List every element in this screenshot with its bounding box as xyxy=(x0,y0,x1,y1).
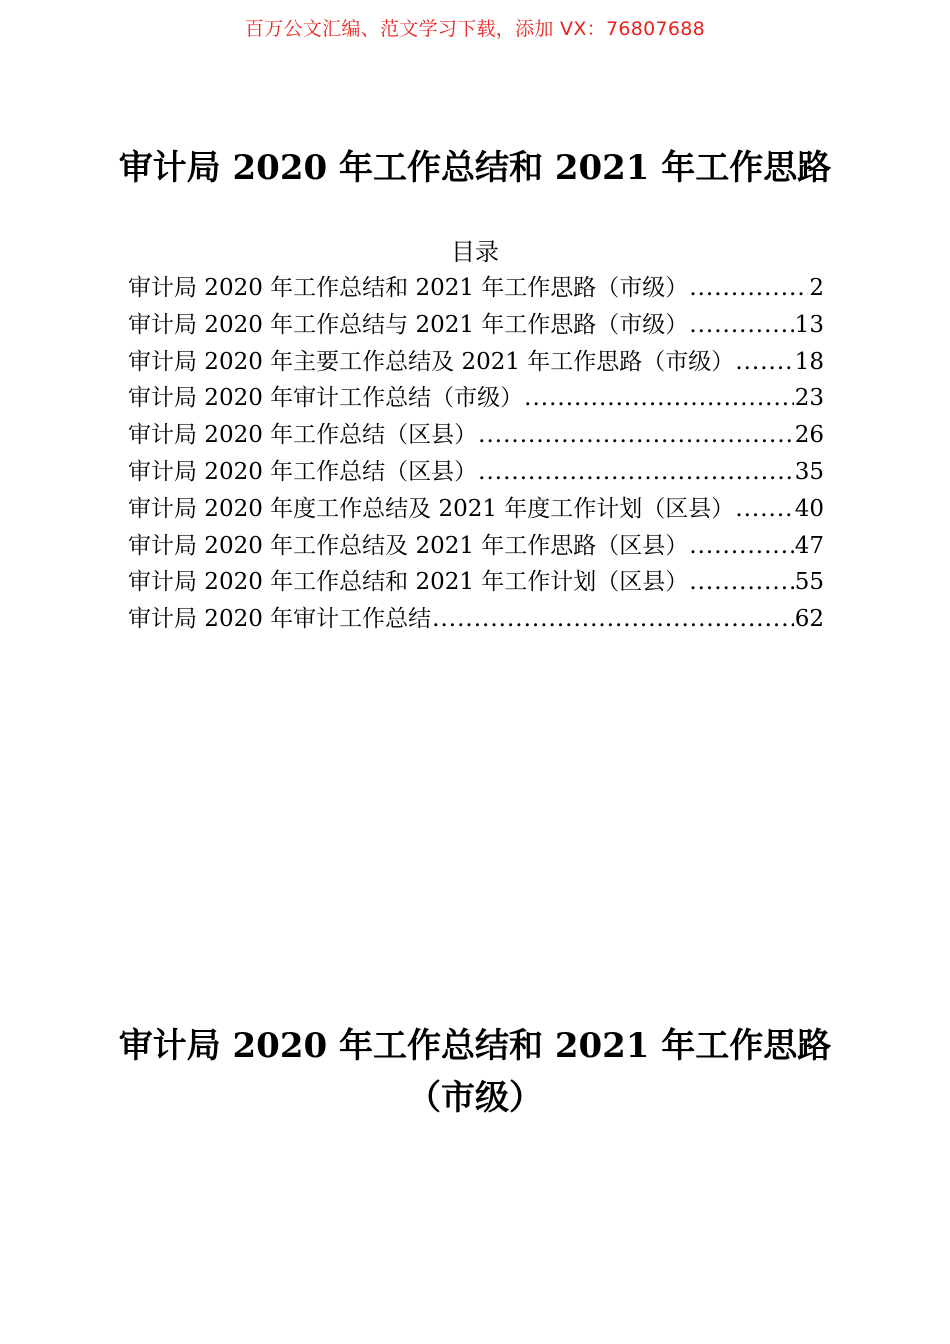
toc-entry-title: 审计局 2020 年主要工作总结及 2021 年工作思路（市级） xyxy=(128,348,735,375)
section-title xyxy=(0,1020,950,1124)
section-title-line2: （市级） xyxy=(407,1078,543,1118)
toc-dot-leader xyxy=(478,454,794,491)
toc-entry-page: 40 xyxy=(794,495,824,522)
toc-entry-page: 47 xyxy=(794,532,824,559)
toc-entry-page: 18 xyxy=(794,348,824,375)
toc-entry[interactable] xyxy=(128,307,824,344)
toc-entry[interactable] xyxy=(128,454,824,491)
toc-entry[interactable] xyxy=(128,528,824,565)
section-title-line1: 审计局 2020 年工作总结和 2021 年工作思路 xyxy=(118,1026,832,1066)
toc-entry-title: 审计局 2020 年度工作总结及 2021 年度工作计划（区县） xyxy=(128,495,735,522)
toc-dot-leader xyxy=(735,491,793,528)
toc-entry-title: 审计局 2020 年工作总结和 2021 年工作思路（市级） xyxy=(128,275,689,301)
toc-entry-title: 审计局 2020 年工作总结和 2021 年工作计划（区县） xyxy=(128,569,689,596)
toc-entry-title: 审计局 2020 年工作总结与 2021 年工作思路（市级） xyxy=(128,311,689,338)
toc-entry[interactable] xyxy=(128,380,824,417)
toc-entry-page: 23 xyxy=(794,385,824,412)
toc-entry-page: 62 xyxy=(794,606,824,633)
toc-entry[interactable] xyxy=(128,270,824,307)
toc-dot-leader xyxy=(689,270,808,307)
toc-dot-leader xyxy=(478,417,794,454)
toc-dot-leader xyxy=(524,380,794,417)
toc-dot-leader xyxy=(689,564,793,601)
toc-entry-page: 13 xyxy=(794,311,824,338)
toc-entry-page: 55 xyxy=(794,569,824,596)
document-title: 审计局 2020 年工作总结和 2021 年工作思路 xyxy=(118,148,832,188)
toc-entry-title: 审计局 2020 年审计工作总结（市级） xyxy=(128,385,524,412)
toc-entry[interactable] xyxy=(128,491,824,528)
watermark-banner: 百万公文汇编、范文学习下载，添加 VX：76807688 xyxy=(244,18,706,40)
toc-dot-leader xyxy=(735,344,793,381)
toc-entry-page: 2 xyxy=(809,275,824,301)
toc-entry[interactable] xyxy=(128,344,824,381)
table-of-contents xyxy=(128,270,824,638)
toc-entry[interactable] xyxy=(128,417,824,454)
toc-entry-title: 审计局 2020 年工作总结（区县） xyxy=(128,422,478,449)
toc-dot-leader xyxy=(689,307,793,344)
toc-entry-title: 审计局 2020 年工作总结（区县） xyxy=(128,458,478,485)
toc-dot-leader xyxy=(689,528,793,565)
toc-heading: 目录 xyxy=(451,238,499,266)
toc-entry[interactable] xyxy=(128,564,824,601)
toc-entry-page: 35 xyxy=(794,458,824,485)
toc-entry-title: 审计局 2020 年工作总结及 2021 年工作思路（区县） xyxy=(128,532,689,559)
toc-entry-page: 26 xyxy=(794,422,824,449)
toc-dot-leader xyxy=(432,601,794,638)
toc-entry[interactable] xyxy=(128,601,824,638)
toc-entry-title: 审计局 2020 年审计工作总结 xyxy=(128,606,432,633)
